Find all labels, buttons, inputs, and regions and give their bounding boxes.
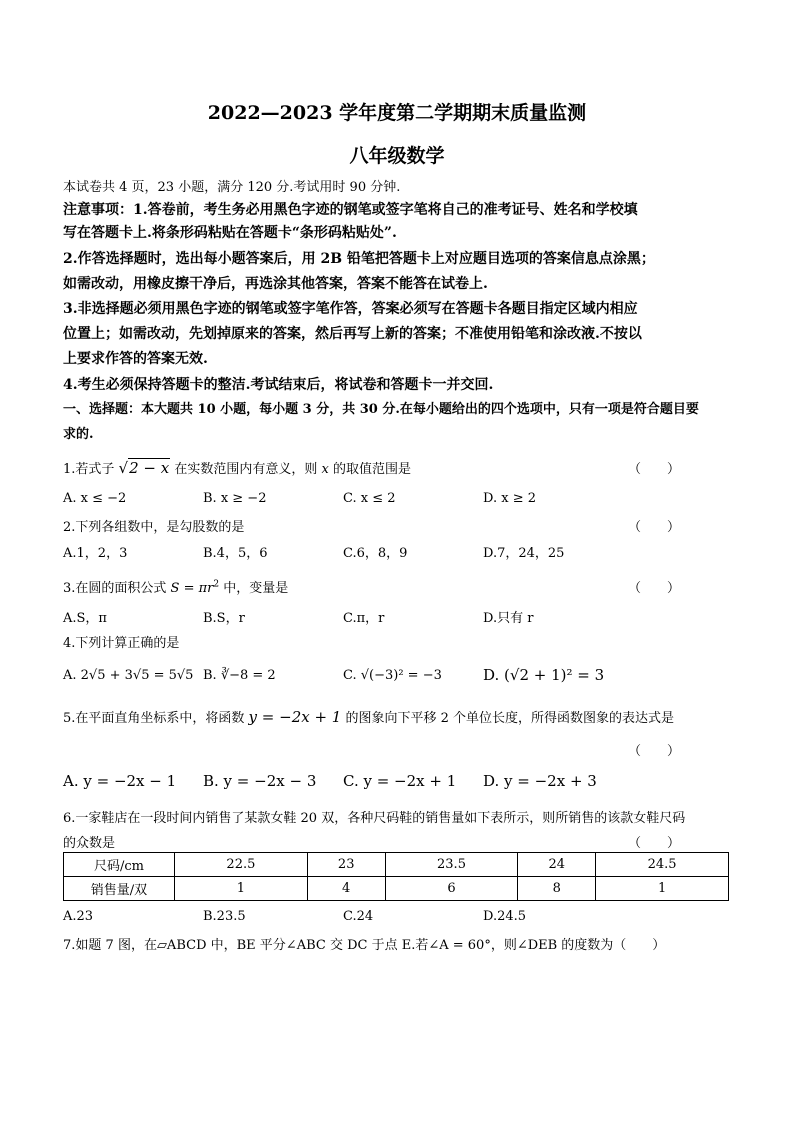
exam-subtitle: 八年级数学: [349, 145, 445, 167]
exam-title: 2022—2023 学年度第二学期期末质量监测: [207, 102, 587, 124]
table-row: [64, 853, 729, 877]
q6-option-c: C.24: [343, 909, 374, 924]
question-5: 5.在平面直角坐标系中，将函数 y = −2x + 1 的图象向下平移 2 个单位长度，所得函数图象的表达式是: [63, 708, 675, 726]
question-2: 2.下列各组数中，是勾股数的是: [63, 520, 245, 535]
q1-option-c: C. x ≤ 2: [343, 491, 396, 506]
q6-option-a: A.23: [63, 909, 94, 924]
q6-option-d: D.24.5: [483, 909, 527, 924]
q1-option-d: D. x ≥ 2: [483, 491, 536, 506]
note-line-1: 注意事项：1.答卷前，考生务必用黑色字迹的钢笔或签字笔将自己的准考证号、姓名和学校填: [63, 202, 638, 218]
size-cell: 23.5: [385, 853, 518, 877]
question-6-line-2: 的众数是: [63, 836, 116, 851]
answer-bracket-5: （ ）: [628, 744, 681, 759]
q5-option-a: A. y = −2x − 1: [63, 772, 177, 790]
note-line-5: 3.非选择题必须用黑色字迹的钢笔或签字笔作答，答案必须写在答题卡各题目指定区域内相应: [63, 301, 638, 317]
sales-cell: 8: [518, 877, 596, 901]
sales-cell: 1: [596, 877, 729, 901]
note-line-7: 上要求作答的答案无效.: [63, 351, 208, 367]
sales-cell: 4: [307, 877, 385, 901]
note-line-2: 写在答题卡上.将条形码粘贴在答题卡“条形码粘贴处”.: [63, 225, 397, 241]
note-line-8: 4.考生必须保持答题卡的整洁.考试结束后，将试卷和答题卡一并交回.: [63, 377, 494, 393]
section-heading-1: 一、选择题：本大题共 10 小题，每小题 3 分，共 30 分.在每小题给出的四个选项中，只有一项是符合题目要: [63, 402, 699, 417]
question-6-line-1: 6.一家鞋店在一段时间内销售了某款女鞋 20 双，各种尺码鞋的销售量如下表所示，则所销售的该款女鞋尺码: [63, 811, 686, 826]
size-cell: 23: [307, 853, 385, 877]
q5-option-c: C. y = −2x + 1: [343, 772, 457, 790]
q1-option-a: A. x ≤ −2: [63, 491, 127, 506]
q2-option-a: A.1，2，3: [63, 546, 128, 561]
question-1: 1.若式子 √2 − x 在实数范围内有意义，则 x 的取值范围是: [63, 459, 411, 477]
q2-option-c: C.6，8，9: [343, 546, 408, 561]
shoe-sales-table: [63, 852, 729, 901]
size-cell: 22.5: [175, 853, 308, 877]
q2-option-b: B.4，5，6: [203, 546, 268, 561]
size-cell: 24: [518, 853, 596, 877]
q3-option-a: A.S，π: [63, 611, 107, 626]
q2-option-d: D.7，24，25: [483, 546, 565, 561]
question-3: 3.在圆的面积公式 $S = \pi r^2$ 中，变量是: [63, 579, 289, 596]
q4-option-b: B. ∛−8 = 2: [203, 668, 276, 683]
question-4: 4.下列计算正确的是: [63, 636, 180, 651]
section-heading-2: 求的.: [63, 427, 94, 442]
answer-bracket-1: （ ）: [628, 462, 681, 477]
note-line-6: 位置上；如需改动，先划掉原来的答案，然后再写上新的答案；不准使用铅笔和涂改液.不按以: [63, 326, 642, 342]
answer-bracket-3: （ ）: [628, 581, 681, 596]
q6-option-b: B.23.5: [203, 909, 246, 924]
question-7: 7.如题 7 图，在▱ABCD 中，BE 平分∠ABC 交 DC 于点 E.若∠A = 60°，则∠DEB 的度数为（ ）: [63, 938, 666, 953]
answer-bracket-6: （ ）: [628, 836, 681, 851]
sqrt-expression: √2 − x: [118, 459, 170, 477]
q3-option-d: D.只有 r: [483, 611, 534, 626]
row-header-sales: 销售量/双: [64, 877, 175, 901]
table-row: [64, 877, 729, 901]
q5-option-b: B. y = −2x − 3: [203, 772, 317, 790]
q5-option-d: D. y = −2x + 3: [483, 772, 597, 790]
q4-option-c: C. √(−3)² = −3: [343, 668, 442, 683]
exam-intro: 本试卷共 4 页，23 小题，满分 120 分.考试用时 90 分钟.: [63, 180, 401, 195]
q4-option-a: A. 2√5 + 3√5 = 5√5: [63, 668, 194, 683]
sales-cell: 1: [175, 877, 308, 901]
answer-bracket-2: （ ）: [628, 520, 681, 535]
q4-option-d: D. (√2 + 1)² = 3: [483, 666, 605, 684]
q3-option-b: B.S，r: [203, 611, 245, 626]
note-line-3: 2.作答选择题时，选出每小题答案后，用 2B 铅笔把答题卡上对应题目选项的答案信息点涂黑；: [63, 251, 655, 267]
row-header-size: 尺码/cm: [64, 853, 175, 877]
size-cell: 24.5: [596, 853, 729, 877]
sales-cell: 6: [385, 877, 518, 901]
q1-option-b: B. x ≥ −2: [203, 491, 267, 506]
note-line-4: 如需改动，用橡皮擦干净后，再选涂其他答案，答案不能答在试卷上.: [63, 276, 488, 292]
q3-option-c: C.π，r: [343, 611, 385, 626]
